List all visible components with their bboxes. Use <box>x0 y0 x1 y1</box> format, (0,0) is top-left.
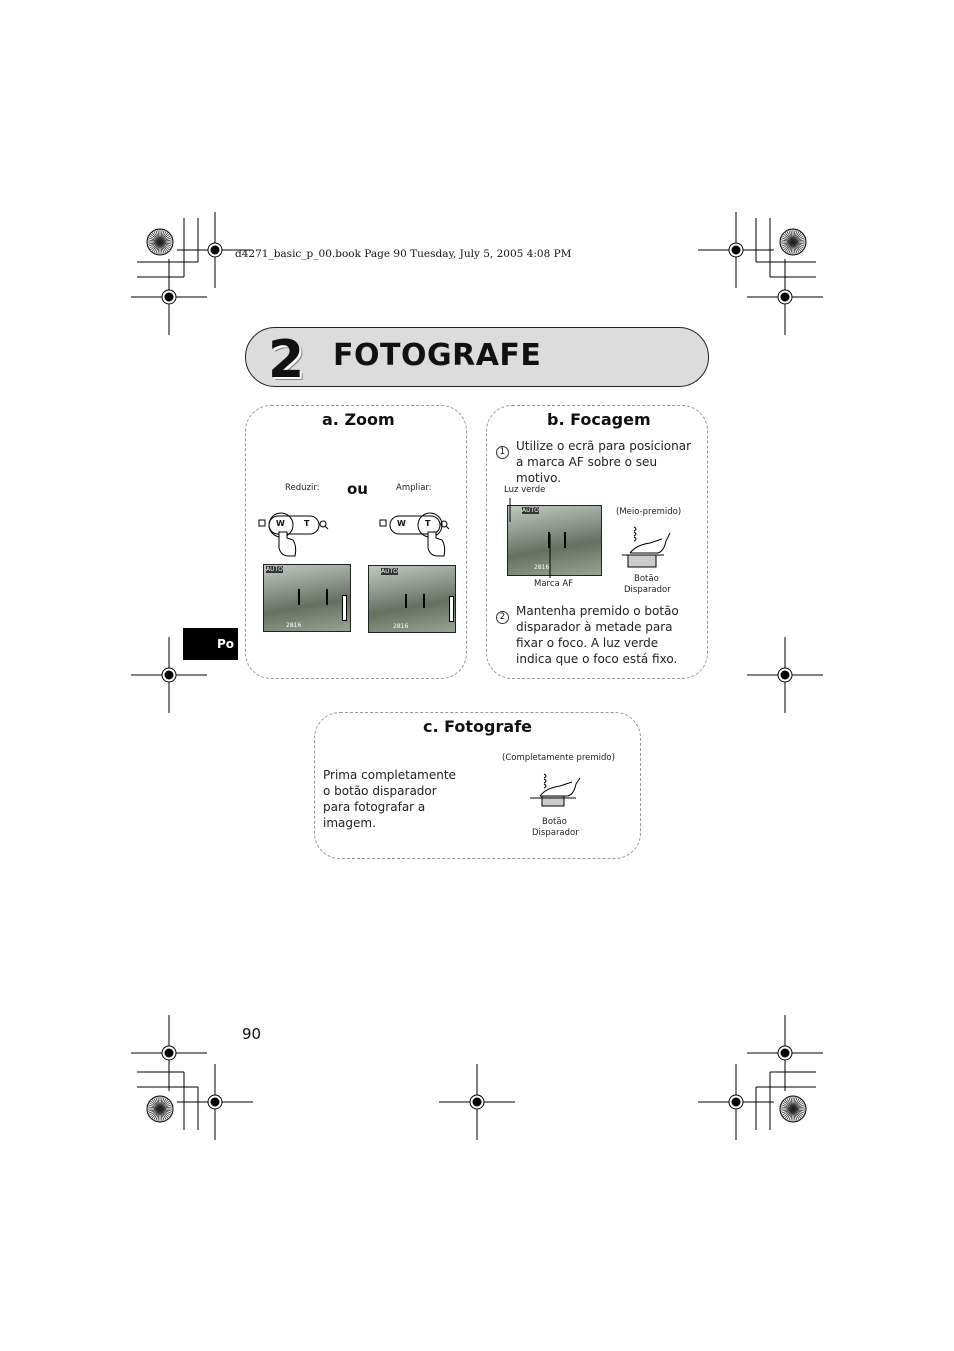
chapter-title: FOTOGRAFE <box>333 338 542 373</box>
starburst-mark <box>147 1096 173 1122</box>
crosshair-mark <box>439 1064 515 1140</box>
section-a-title: a. Zoom <box>322 410 395 429</box>
lcd-counter: 2816 <box>393 623 409 630</box>
or-label: ou <box>347 480 368 498</box>
shutter-label-2: Disparador <box>624 585 671 595</box>
zoom-lever-wide-illustration <box>257 512 347 557</box>
starburst-mark <box>147 229 173 255</box>
shutter-label-1: Botão <box>634 574 659 584</box>
step1-marker: 1 <box>496 439 509 459</box>
crosshair-mark <box>131 259 207 335</box>
lcd-preview-tele <box>368 565 456 633</box>
crosshair-mark <box>177 1064 253 1140</box>
zoom-bar <box>449 596 454 622</box>
chapter-number: 2 <box>268 330 305 390</box>
green-light-label: Luz verde <box>504 485 546 495</box>
mode-badge: AUTO <box>522 507 539 514</box>
af-frame <box>405 594 425 608</box>
half-press-illustration <box>620 525 675 570</box>
zoom-bar <box>342 595 347 621</box>
starburst-mark <box>780 229 806 255</box>
lcd-counter: 2816 <box>286 622 302 629</box>
lcd-preview-wide <box>263 564 351 632</box>
crosshair-mark <box>747 637 823 713</box>
full-press-illustration <box>528 772 588 817</box>
step2-marker: 2 <box>496 604 509 624</box>
crosshair-mark <box>747 1015 823 1091</box>
wide-key-label: W <box>397 519 406 528</box>
crosshair-mark <box>698 1064 774 1140</box>
lcd-callout-lines <box>505 492 565 582</box>
crosshair-mark <box>698 212 774 288</box>
print-header: d4271_basic_p_00.book Page 90 Tuesday, July 5, 2005 4:08 PM <box>235 248 572 260</box>
language-tab: Po <box>183 628 238 660</box>
section-b-title: b. Focagem <box>547 410 651 429</box>
tele-key-label: T <box>425 519 431 528</box>
crosshair-mark <box>131 1015 207 1091</box>
zoom-in-label: Ampliar: <box>396 483 432 493</box>
zoom-out-label: Reduzir: <box>285 483 320 493</box>
lcd-counter: 2816 <box>534 564 550 571</box>
starburst-mark <box>780 1096 806 1122</box>
section-c-title: c. Fotografe <box>423 717 532 736</box>
step2-text: Mantenha premido o botão disparador à metade para fixar o foco. A luz verde indica que o foco está fixo. <box>516 604 679 666</box>
step1-text: Utilize o ecrã para posicionar a marca AF sobre o seu motivo. <box>516 439 692 485</box>
page-number: 90 <box>242 1025 262 1043</box>
shutter-label-2: Disparador <box>532 828 579 838</box>
mode-badge: AUTO <box>381 568 398 575</box>
wide-key-label: W <box>276 519 285 528</box>
section-c-text: Prima completamente o botão disparador para fotografar a imagem. <box>323 768 456 830</box>
shutter-label-1: Botão <box>542 817 567 827</box>
full-press-label: (Completamente premido) <box>502 753 615 763</box>
tele-key-label: T <box>304 519 310 528</box>
zoom-lever-tele-illustration <box>378 512 468 557</box>
af-frame <box>298 589 328 605</box>
crosshair-mark <box>747 259 823 335</box>
half-press-label: (Meio-premido) <box>616 507 682 517</box>
af-mark-label: Marca AF <box>534 579 574 589</box>
mode-badge: AUTO <box>266 566 283 573</box>
